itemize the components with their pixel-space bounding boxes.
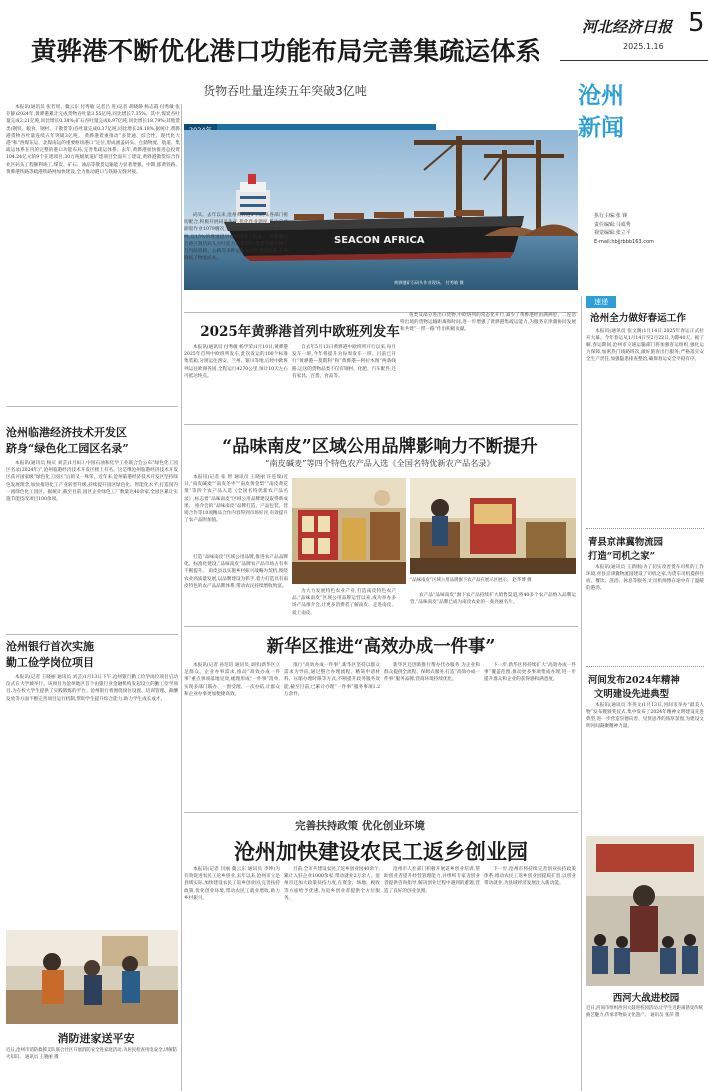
rail-body-col1 bbox=[184, 344, 288, 420]
rail-body-col3 bbox=[400, 312, 576, 420]
section-name-2: 新闻 bbox=[578, 114, 624, 141]
xinhua-col1-text: 本报讯(记者 孙培培 通讯员 刘彤)新华区立足群众、企业办事需求,推动“高效办成一件事”重点事项落地见效,梳理形成“一件事”清单,实现多部门联办、一窗受理、一次办结,让群众和企业办事更加便捷高效。 bbox=[184, 663, 280, 697]
rail-col1-text: 本报讯(通讯员 付秀敏 杨学荣)1月10日,黄骅港2025年首列中欧班列发车,此次发运的100个标准集装箱,分别运往西安、兰州、银川等地,后经中欧班列运往欧洲各国,全程运行4270公里,预计10天左右可抵达终点。 bbox=[184, 345, 288, 379]
side-rule-1 bbox=[586, 528, 704, 529]
lc-story1-headline-1: 沧州临港经济技术开发区 bbox=[6, 426, 127, 439]
bottom-body-col2 bbox=[284, 866, 380, 1088]
side-photo bbox=[586, 836, 704, 986]
bottom-kicker: 完善扶持政策 优化创业环境 bbox=[295, 820, 425, 832]
side-s2-text: 本报讯(通讯员 王新刚)为了切实改善货车司机的工作环境,青县京津冀物流园建设了司机之家,为货车司机提供住宿、餐饮、洗浴、休息等服务,让司机师傅在途中有了温暖的港湾。 bbox=[586, 565, 704, 592]
rail-headline: 2025年黄骅港首列中欧班列发车 bbox=[200, 324, 400, 340]
xinhua-bottom-rule bbox=[184, 812, 578, 813]
paper-name: 河北经济日报 bbox=[582, 18, 673, 36]
section-name-1: 沧州 bbox=[578, 82, 624, 109]
left-col-divider bbox=[181, 104, 182, 1091]
brand-col4-text: 农产品“品味南皮”旗下农产品持续扩大销售渠道,将40多个农产品纳入品牌运营,“品味南皮”品牌已成为南皮农业的一张亮丽名片。 bbox=[410, 593, 576, 606]
side-s2-headline-2: 打造“司机之家” bbox=[588, 551, 656, 562]
xinhua-col2-text: 推行“高效办成一件事”,新华区坚持以群众需求为导向,通过整合办理流程、精简申请材料、压缩办理时限等方式,不断提升政务服务效能,截至目前,已累计办理“一件事”服务事项1.2万余件。 bbox=[284, 663, 380, 697]
brand-body-col4 bbox=[410, 592, 576, 624]
editor-line-3: 视觉编辑:张立平 bbox=[594, 230, 631, 236]
bottom-body-col3 bbox=[384, 866, 480, 1088]
lead-headline: 黄骅港不断优化港口功能布局完善集疏运体系 bbox=[30, 37, 541, 67]
lc-photo-fire-safety bbox=[6, 930, 178, 1024]
brand-photo bbox=[292, 478, 406, 584]
bottom-headline: 沧州加快建设农民工返乡创业园 bbox=[234, 839, 528, 864]
bottom-body-col1 bbox=[184, 866, 280, 1088]
xinhua-body-col1 bbox=[184, 662, 280, 808]
lead-body-col1 bbox=[6, 104, 180, 310]
editor-line-2: 责任编辑:马成秀 bbox=[594, 221, 631, 228]
left-rule-1 bbox=[6, 406, 178, 407]
lead-subhead: 货物吞吐量连续五年突破3亿吨 bbox=[203, 84, 367, 98]
xinhua-col3-text: 新华区还创新推行帮办代办服务,为企业和群众提供全流程、保姆式服务,打造“高效办成一件事”服务品牌,营商环境持续优化。 bbox=[384, 663, 480, 683]
side-column bbox=[586, 296, 704, 1091]
section-box bbox=[574, 80, 624, 150]
side-s3-headline-2: 文明建设先进典型 bbox=[594, 689, 670, 700]
lc-photo-text: 近日,沧州市消防救援支队联合社区开展消防安全进家庭活动,为居民检查用电安全,讲解防火知识。 通讯员 王晓丽 摄 bbox=[6, 1048, 178, 1060]
side-s2-headline-1: 青县京津冀物流园 bbox=[588, 537, 664, 548]
side-s3-text: 本报讯(通讯员 李英文)1月13日,河间市举办“最美人物”发布暨颁奖仪式,集中发布了2024年精神文明建设先进典型,进一步营造崇德向善、见贤思齐的浓厚氛围,为建设文明河间凝聚精神力量。 bbox=[586, 703, 704, 730]
brand-body-col3 bbox=[292, 588, 396, 624]
page-number: 5 bbox=[688, 8, 705, 38]
issue-date: 2025.1.16 bbox=[623, 42, 664, 51]
lead-photo-caption: 黄骅港矿石码头作业现场。 付秀敏 摄 bbox=[394, 280, 464, 285]
side-photo-title: 西河大战进校园 bbox=[612, 993, 680, 1004]
right-col-divider bbox=[581, 296, 582, 1091]
lc-story1-text: 本报讯(通讯员 杨庆 刘芸)1月8日,中国石油和化学工业联合会公布“绿色化工园区名录(2024年)”,沧州临港经济技术开发区榜上有名。这是继沧州临港经济技术开发区获评国家级“绿色化工园区”后的又一殊荣。近年来,沧州临港经济技术开发区坚持绿色发展理念,加快推进化工产业转型升级,持续提升园区绿色化、智能化水平,打造国内一流绿色化工园区。据统计,截至目前,园区企业绿色工厂数量达40余家,全园区累计实施节能技改项目100余项。 bbox=[6, 461, 178, 503]
lc-photo-title: 消防进家送平安 bbox=[57, 1032, 135, 1045]
side-rule-2 bbox=[586, 666, 704, 667]
rail-bottom-rule bbox=[184, 424, 578, 425]
brand-bottom-rule bbox=[184, 626, 578, 627]
xinhua-body-col2 bbox=[284, 662, 380, 808]
left-rule-2 bbox=[6, 634, 178, 635]
lc-story2-headline-2: 勤工俭学岗位项目 bbox=[6, 656, 94, 669]
lc-story2-body bbox=[6, 674, 178, 924]
bottom-col2-text: 目前,全市共建设农民工返乡创业园40余个,累计入驻企业1000余家,带动就业2万余人。沧州市还加大政策扶持力度,在资金、场地、税收等方面给予优惠,为返乡创业者提供全方位服务。 bbox=[284, 867, 380, 901]
rail-col2-text: 自去年5月13日黄骅港中欧班列开行以来,每月发车一班,今年将提升为每周发车一班。目前已开行“黄骅港—莫斯科”和“黄骅港—阿拉木图”两条线路,运送的货物品类不仅有钢材、化肥、汽车配件,还有家具、百货、食品等。 bbox=[292, 345, 396, 379]
bottom-col1-text: 本报讯(记者 闫丽 冀云东 通讯员 李坤)为有效促进农民工返乡创业,去年以来,沧州市立足县域实际,加快建设农民工返乡创业园,完善扶持政策,优化创业环境,带动农民工就业增收,助力乡村振兴。 bbox=[184, 867, 280, 901]
lead-body-col2 bbox=[184, 212, 288, 308]
side-photo-text: 近日,河间市组织西河大鼓进校园活动,让学生近距离感受传统曲艺魅力,传承非物质文化遗产。 通讯员 张萍 摄 bbox=[586, 1006, 703, 1018]
editor-credits bbox=[594, 212, 706, 246]
brand-col3-text: 为大力发展特色农业产业,打造南皮特色农产品,“品味南皮”区域公用品牌运营以来,成功举办多场产品推介会,让更多消费者了解南皮、走进南皮、爱上南皮。 bbox=[292, 589, 396, 616]
rail-col3-text: 鱼类及部分进出口货物,中欧班列的常态化开行,减少了黄骅港经由满洲里、二连浩特出境的货物运输距离和时间,进一步增强了黄骅港集疏运能力,为服务京津冀协同发展和共建“一带一路”作出积极贡献。 bbox=[400, 313, 576, 333]
bottom-col4-text: 下一步,沧州市将持续完善创业扶持政策体系,推动农民工返乡创业园提质扩容,以创业带动就业,为县域经济发展注入新动能。 bbox=[484, 867, 576, 887]
bottom-body-col4 bbox=[484, 866, 576, 1088]
brand-headline: “品味南皮”区域公用品牌影响力不断提升 bbox=[222, 437, 538, 457]
brand-col2-text: 打造“品味南皮”区域公用品牌,推进农产品品牌化、标准化建设,“品味南皮”品牌农产品市场占有率不断提升。 南皮县以实施乡村振兴战略为契机,围绕农业高质量发展,以品牌建设为抓手,着力打造具有南皮特色的农产品品牌体系,带动农民持续增收致富。 bbox=[184, 555, 288, 589]
masthead-rule bbox=[560, 60, 708, 61]
ship-name-text: SEACON AFRICA bbox=[334, 235, 425, 246]
lc-story2-headline-1: 沧州银行首次实施 bbox=[6, 640, 94, 653]
brand-photo-2 bbox=[410, 478, 576, 574]
lc-story2-text: 本报讯(记者 王晓丽 通讯员 刘芸)1月13日下午,沧州银行勤工俭学岗位项目启动仪式在大学城举行。该项目为沧州地区首个由银行业金融机构发起设立的勤工俭学项目,为在校大学生提供了实践锻炼的平台。沧州银行将围绕岗位设置、培训管理、薪酬发放等方面不断完善项目运行机制,帮助学生提升综合能力,助力学生成长成才。 bbox=[6, 675, 178, 702]
xinhua-body-col3 bbox=[384, 662, 480, 808]
xinhua-body-col4 bbox=[484, 662, 576, 808]
rail-body-col2 bbox=[292, 344, 396, 420]
side-s3-headline-1: 河间发布2024年精神 bbox=[588, 675, 680, 686]
editor-line-1: 执行主编:张 锋 bbox=[594, 213, 628, 219]
brand-subhead: “南皮碱麦”等四个特色农产品入选《全国名特优新农产品名录》 bbox=[265, 458, 495, 468]
lead-col1-text: 本报讯(通讯员 张若瑶、冀云东 付秀敏 记者吕 进)记者 胡晓静 杨志霞 付秀敏 张存静)2024年,黄骅港累计完成货物吞吐量3.55亿吨,同比增长7.35%。其中,煤炭吞吐量完成2.21亿吨,同比增长0.38%;矿石吞吐量完成0.97亿吨,同比增长18.79%;其他货类(钢铁、粮食、钢材、干散货等)吞吐量完成0.37亿吨,同比增长28.18%,据统计,黄骅港货物吞吐量连续五年突破3亿吨。 黄骅港着重推动“多货通、综合性、现代化大港”和“西煤东运、北煤南运的重要枢纽港口”定位,形成涵盖码头、仓储物流、航道、集疏运体系在内的完整的港口功能布局,完善集疏运体系。去年,黄骅港加快推进总投资104.24亿元的9个在建项目,30万吨级航道扩建项目全面开工建设,黄骅港散货综合作业区码头工程顺利竣工,煤炭、矿石、油品等散货运输能力显著增强。中期,邯黄铁路、黄骅港铁路等疏港铁路网加快建设,全力推动港口与铁路无缝对接。 bbox=[6, 105, 180, 175]
side-s1-body bbox=[586, 328, 704, 516]
side-s1-headline: 沧州全力做好春运工作 bbox=[590, 313, 686, 324]
masthead bbox=[560, 4, 708, 60]
bottom-col3-text: 沧州市人社部门积极开展返乡创业培训,帮助创业者提升经营管理能力,并组织专家为创业者提供咨询指导,解决创业过程中遇到的难题,营造了良好的创业氛围。 bbox=[384, 867, 480, 894]
brand-photo-caption: “品味南皮”区域公用品牌旗下农产品在展示区展示。 赵华博 摄 bbox=[410, 578, 532, 583]
xinhua-headline: 新华区推进“高效办成一件事” bbox=[266, 637, 496, 657]
lc-story1-body bbox=[6, 460, 178, 632]
side-s3-body bbox=[586, 702, 704, 828]
side-label: 速递 bbox=[586, 296, 616, 308]
editor-line-4: E-mail:hbjjrbbb163.com bbox=[594, 238, 654, 245]
brand-body-col2 bbox=[184, 554, 288, 622]
xinhua-col4-text: 下一步,新华区将持续扩大“高效办成一件事”覆盖范围,推动更多事项集成办理,进一步提升群众和企业的获得感和满意度。 bbox=[484, 663, 576, 683]
brand-col1-text: 本报讯(记者 张 智 通讯员 王晓丽 许连瑞)近日,“南皮碱麦”“南皮冬枣”“南皮黄金梨”“南皮黄花菜”等四个农产品入选《全国名特优新农产品名录》,标志着“品味南皮”区域公用品牌建设取得新成果。 推介会的“品味南皮”品牌打造、产品包装、营销合作等10项精品合作内容得到市场好评,有效提升了农产品附加值。 bbox=[184, 475, 288, 524]
lc-story1-headline-2: 跻身“绿色化工园区名录” bbox=[6, 442, 129, 455]
side-s1-text: 本报讯(通讯员 张文阁)1月14日,2025年春运正式拉开大幕。今年春运从1月14日至2月22日,为期40天。据了解,春运期间,沧州市交通运输部门将加强客运组织,强化运力保障,加密热门线路班次,做好旅客出行服务;严格落实安全生产责任,加强隐患排查整治,确保春运安全平稳有序。 bbox=[586, 329, 704, 363]
lead-col2-text: 码头。去年以来,沧州黄骅港矿石码头各部门密切配合,积极开展码头生产,优化作业调度,累计完成卸船作业1079艘次,完成货物吞吐量达8855.97万吨,以15%的增速稳居黄骅港各个码头。 黄骅港综合港区散货码头吞吐能力显著提升,散货运输实现了与内陆铁路、公路等多种运输方式的无缝衔接,有效降低了物流成本。 bbox=[184, 213, 288, 262]
side-s2-body bbox=[586, 564, 704, 658]
